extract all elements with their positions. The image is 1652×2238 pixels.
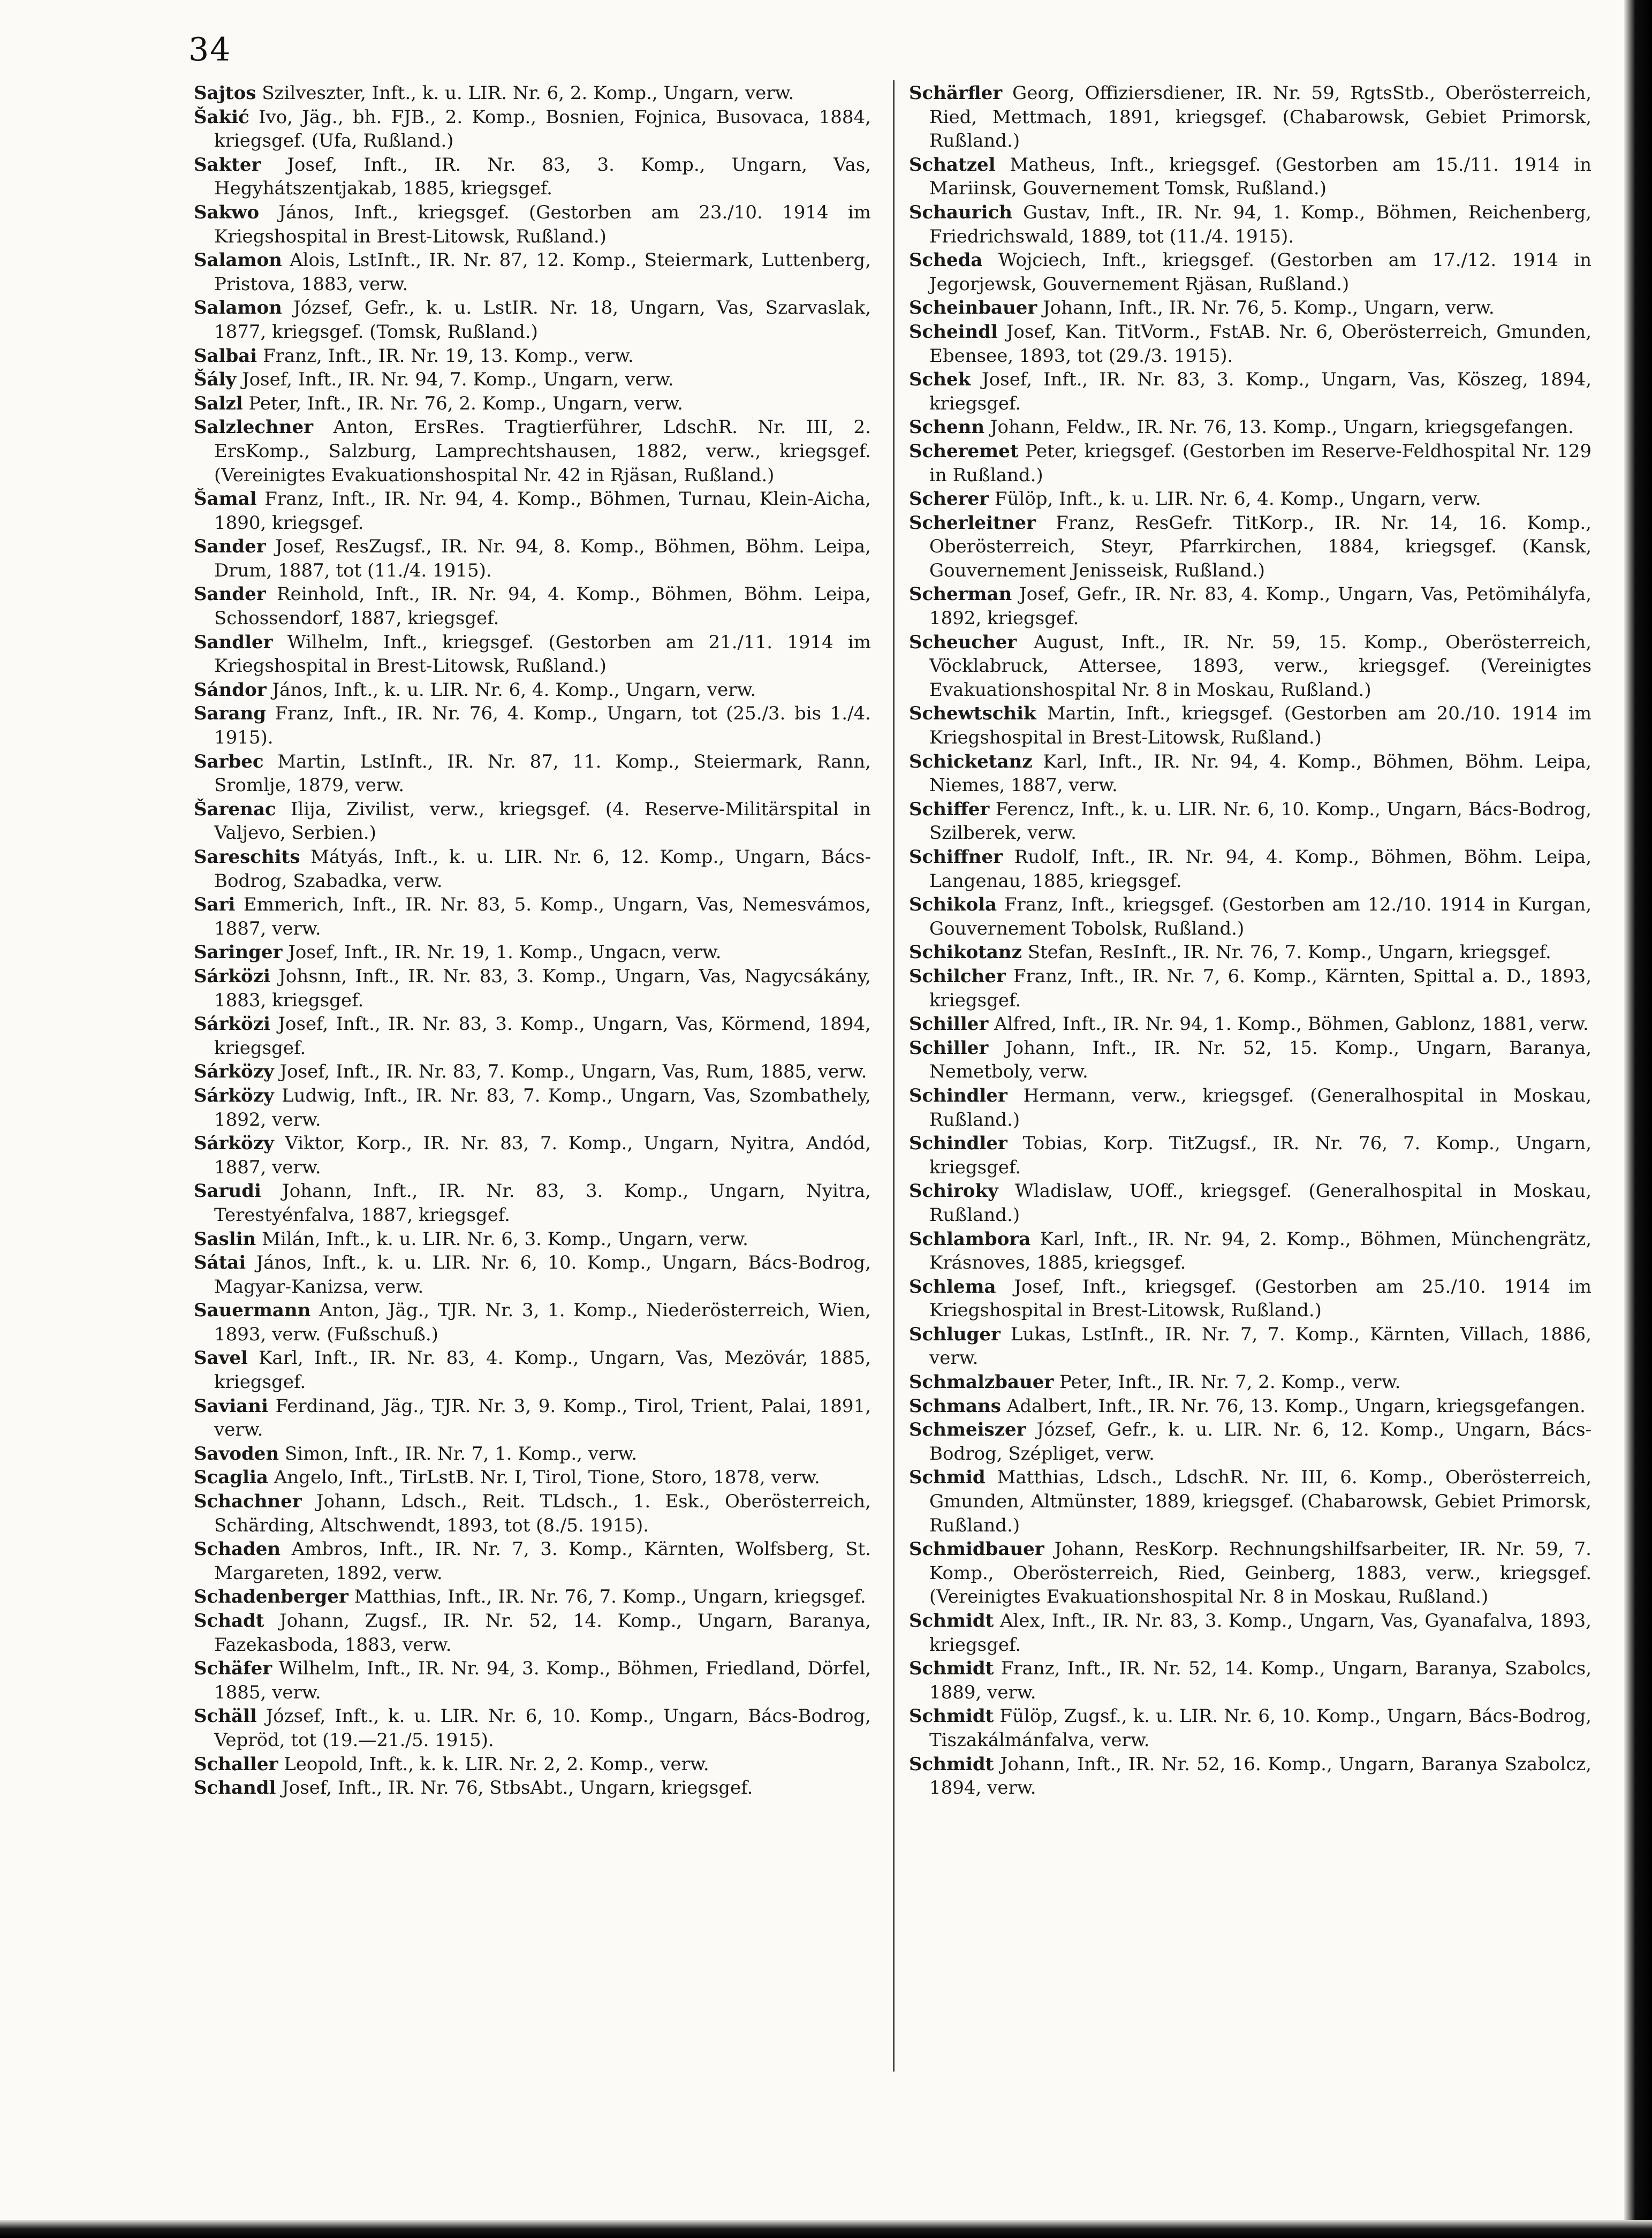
entry-details: Matthias, Inft., IR. Nr. 76, 7. Komp., Ungarn, kriegsgef.: [354, 1586, 866, 1608]
list-entry: [194, 1012, 871, 1060]
entry-details: Martin, Inft., kriegsgef. (Gestorben am 20./10. 1914 im Kriegshospital in Brest-Litowsk, Rußland.): [929, 703, 1592, 749]
entry-surname: Schikola: [909, 894, 997, 916]
entry-details: Georg, Offiziersdiener, IR. Nr. 59, RgtsStb., Oberösterreich, Ried, Mettmach, 1891, kriegsgef. (Chabarowsk, Gebiet Primorsk, Rußland.): [929, 82, 1592, 152]
list-entry: [909, 248, 1592, 296]
list-entry: [194, 105, 871, 153]
entry-details: Johann, Zugsf., IR. Nr. 52, 14. Komp., Ungarn, Baranya, Fazekasboda, 1883, verw.: [214, 1610, 871, 1656]
list-entry: [909, 1132, 1592, 1179]
entry-surname: Schicketanz: [909, 750, 1033, 772]
entry-surname: Sajtos: [194, 82, 256, 104]
entry-details: Franz, Inft., IR. Nr. 94, 4. Komp., Böhmen, Turnau, Klein-Aicha, 1890, kriegsgef.: [214, 488, 871, 534]
entry-details: Adalbert, Inft., IR. Nr. 76, 13. Komp., Ungarn, kriegsgefangen.: [1006, 1395, 1586, 1417]
list-entry: [909, 487, 1592, 511]
entry-details: Rudolf, Inft., IR. Nr. 94, 4. Komp., Böhmen, Böhm. Leipa, Langenau, 1885, kriegsgef.: [929, 846, 1592, 892]
entry-details: Josef, Inft., IR. Nr. 83, 3. Komp., Ungarn, Vas, Körmend, 1894, kriegsgef.: [214, 1013, 871, 1059]
list-entry: [909, 511, 1592, 583]
entry-details: Wojciech, Inft., kriegsgef. (Gestorben am 17./12. 1914 in Jegorjewsk, Gouvernement Rjäsan, Rußland.): [929, 249, 1592, 295]
list-entry: [194, 1251, 871, 1299]
entry-surname: Scheindl: [909, 321, 998, 343]
entry-surname: Salamon: [194, 297, 282, 319]
entry-surname: Sárközi: [194, 965, 270, 987]
entry-details: József, Gefr., k. u. LIR. Nr. 6, 12. Komp., Ungarn, Bács-Bodrog, Szépliget, verw.: [929, 1419, 1592, 1465]
entry-surname: Savel: [194, 1347, 248, 1369]
page-edge-bottom: [0, 2220, 1652, 2238]
entry-details: Josef, Inft., IR. Nr. 76, StbsAbt., Ungarn, kriegsgef.: [282, 1777, 753, 1799]
entry-details: Franz, ResGefr. TitKorp., IR. Nr. 14, 16. Komp., Oberösterreich, Steyr, Pfarrkirchen, 1884, kriegsgef. (Kansk, Gouvernement Jenisseisk, Rußland.): [929, 512, 1592, 581]
entry-details: Matheus, Inft., kriegsgef. (Gestorben am 15./11. 1914 in Mariinsk, Gouvernement Tomsk, Rußland.): [929, 154, 1592, 200]
entry-details: Lukas, LstInft., IR. Nr. 7, 7. Komp., Kärnten, Villach, 1886, verw.: [929, 1323, 1592, 1369]
entry-details: Johann, ResKorp. Rechnungshilfsarbeiter, IR. Nr. 59, 7. Komp., Oberösterreich, Ried, Geinberg, 1883, verw., kriegsgef. (Vereinigtes Evakuationshospital Nr. 8 in Moskau, Rußland.): [929, 1538, 1592, 1608]
list-entry: [194, 1132, 871, 1179]
entry-surname: Schaller: [194, 1753, 278, 1775]
list-entry: [194, 153, 871, 201]
list-entry: [909, 1609, 1592, 1657]
entry-details: Anton, ErsRes. Tragtierführer, LdschR. Nr. III, 2. ErsKomp., Salzburg, Lamprechtshausen, 1882, verw., kriegsgef. (Vereinigtes Evakuationshospital Nr. 42 in Rjäsan, Rußland.): [214, 416, 871, 486]
entry-details: Matthias, Ldsch., LdschR. Nr. III, 6. Komp., Oberösterreich, Gmunden, Altmünster, 1889, kriegsgef. (Chabarowsk, Gebiet Primorsk, Rußland.): [929, 1467, 1592, 1536]
entry-surname: Schmidt: [909, 1658, 994, 1680]
entry-details: Josef, Inft., IR. Nr. 83, 3. Komp., Ungarn, Vas, Köszeg, 1894, kriegsgef.: [929, 369, 1592, 414]
entry-details: Franz, Inft., IR. Nr. 7, 6. Komp., Kärnten, Spittal a. D., 1893, kriegsgef.: [929, 965, 1592, 1011]
entry-details: Josef, Kan. TitVorm., FstAB. Nr. 6, Oberösterreich, Gmunden, Ebensee, 1893, tot (29./3. 1915).: [929, 321, 1592, 367]
entry-surname: Schilcher: [909, 965, 1006, 987]
entry-surname: Sarang: [194, 703, 267, 725]
entry-surname: Salzl: [194, 392, 243, 414]
entry-surname: Schlema: [909, 1276, 996, 1298]
list-entry: [194, 798, 871, 845]
entry-surname: Šarenac: [194, 798, 276, 820]
entry-surname: Schandl: [194, 1777, 276, 1799]
list-entry: [909, 81, 1592, 153]
entry-details: Ferdinand, Jäg., TJR. Nr. 3, 9. Komp., Tirol, Trient, Palai, 1891, verw.: [214, 1395, 871, 1441]
entry-surname: Schmidt: [909, 1753, 994, 1775]
entry-details: Johann, Ldsch., Reit. TLdsch., 1. Esk., Oberösterreich, Schärding, Altschwendt, 1893, tot (8./5. 1915).: [214, 1491, 871, 1536]
entry-surname: Savoden: [194, 1443, 279, 1465]
column-divider: [893, 80, 895, 2072]
entry-surname: Scheinbauer: [909, 297, 1037, 319]
list-entry: [909, 750, 1592, 798]
list-entry: [194, 1776, 871, 1800]
entry-surname: Scherman: [909, 583, 1012, 605]
entry-details: Johsnn, Inft., IR. Nr. 83, 3. Komp., Ungarn, Vas, Nagycsákány, 1883, kriegsgef.: [214, 965, 871, 1011]
entry-surname: Šamal: [194, 488, 257, 510]
entry-details: Josef, Gefr., IR. Nr. 83, 4. Komp., Ungarn, Vas, Petömihályfa, 1892, kriegsgef.: [929, 583, 1592, 629]
entry-details: Szilveszter, Inft., k. u. LIR. Nr. 6, 2. Komp., Ungarn, verw.: [262, 82, 794, 104]
entry-details: Josef, Inft., kriegsgef. (Gestorben am 25./10. 1914 im Kriegshospital in Brest-Litowsk, Rußland.): [929, 1276, 1592, 1322]
entry-surname: Schewtschik: [909, 703, 1036, 725]
entry-surname: Schlambora: [909, 1228, 1031, 1250]
entry-details: Milán, Inft., k. u. LIR. Nr. 6, 3. Komp., Ungarn, verw.: [262, 1228, 748, 1250]
list-entry: [194, 487, 871, 535]
list-entry: [194, 1466, 871, 1490]
entry-surname: Saslin: [194, 1228, 256, 1250]
list-entry: [909, 415, 1592, 439]
entry-details: Peter, Inft., IR. Nr. 76, 2. Komp., Ungarn, verw.: [248, 392, 683, 414]
entry-surname: Saringer: [194, 942, 283, 964]
list-entry: [194, 1299, 871, 1346]
entry-surname: Schiroky: [909, 1180, 998, 1202]
entry-surname: Schaden: [194, 1538, 281, 1560]
entry-surname: Sátai: [194, 1252, 246, 1274]
entry-surname: Schindler: [909, 1133, 1007, 1155]
entry-details: Ferencz, Inft., k. u. LIR. Nr. 6, 10. Komp., Ungarn, Bács-Bodrog, Szilberek, verw.: [929, 798, 1592, 844]
entry-surname: Schiffner: [909, 846, 1003, 868]
entry-details: Alois, LstInft., IR. Nr. 87, 12. Komp., Steiermark, Luttenberg, Pristova, 1883, verw.: [214, 249, 871, 295]
entry-surname: Schadt: [194, 1610, 264, 1632]
entry-surname: Sarudi: [194, 1180, 261, 1202]
list-entry: [909, 582, 1592, 630]
entry-details: Tobias, Korp. TitZugsf., IR. Nr. 76, 7. Komp., Ungarn, kriegsgef.: [929, 1133, 1592, 1178]
list-entry: [194, 1753, 871, 1777]
entry-details: Leopold, Inft., k. k. LIR. Nr. 2, 2. Komp., verw.: [284, 1753, 709, 1775]
list-entry: [194, 1346, 871, 1394]
entry-details: Johann, Inft., IR. Nr. 52, 15. Komp., Ungarn, Baranya, Nemetboly, verw.: [929, 1037, 1592, 1083]
entry-surname: Scaglia: [194, 1467, 268, 1489]
entry-details: Karl, Inft., IR. Nr. 94, 2. Komp., Böhmen, Münchengrätz, Krásnoves, 1885, kriegsgef.: [929, 1228, 1592, 1274]
list-entry: [194, 1490, 871, 1537]
entry-details: Gustav, Inft., IR. Nr. 94, 1. Komp., Böhmen, Reichenberg, Friedrichswald, 1889, tot (11./4. 1915).: [929, 201, 1592, 247]
entry-details: Josef, Inft., IR. Nr. 83, 3. Komp., Ungarn, Vas, Hegyhátszentjakab, 1885, kriegsgef.: [214, 154, 871, 200]
entry-surname: Scherer: [909, 488, 989, 510]
list-entry: [194, 1084, 871, 1132]
entry-surname: Salamon: [194, 249, 282, 271]
list-entry: [909, 845, 1592, 893]
entry-surname: Sauermann: [194, 1300, 311, 1322]
entry-details: János, Inft., kriegsgef. (Gestorben am 23./10. 1914 im Kriegshospital in Brest-Litowsk, Rußland.): [214, 201, 871, 247]
list-entry: [194, 702, 871, 749]
list-entry: [909, 1084, 1592, 1132]
list-entry: [909, 296, 1592, 320]
list-entry: [194, 940, 871, 965]
entry-details: Mátyás, Inft., k. u. LIR. Nr. 6, 12. Komp., Ungarn, Bács-Bodrog, Szabadka, verw.: [214, 846, 871, 892]
entry-details: Johann, Inft., IR. Nr. 76, 5. Komp., Ungarn, verw.: [1043, 297, 1495, 319]
list-entry: [194, 1227, 871, 1251]
entry-details: Josef, Inft., IR. Nr. 83, 7. Komp., Ungarn, Vas, Rum, 1885, verw.: [279, 1061, 867, 1083]
list-entry: [909, 1466, 1592, 1537]
list-entry: [909, 940, 1592, 965]
list-entry: [194, 1657, 871, 1704]
entry-details: Hermann, verw., kriegsgef. (Generalhospital in Moskau, Rußland.): [929, 1084, 1592, 1131]
entry-surname: Sakwo: [194, 201, 260, 223]
entry-details: Johann, Feldw., IR. Nr. 76, 13. Komp., Ungarn, kriegsgefangen.: [990, 416, 1574, 438]
entry-surname: Sárközy: [194, 1133, 274, 1155]
entry-surname: Schachner: [194, 1491, 302, 1513]
entry-details: Peter, kriegsgef. (Gestorben im Reserve-Feldhospital Nr. 129 in Rußland.): [929, 440, 1592, 486]
entry-surname: Schmidt: [909, 1610, 994, 1632]
entry-surname: Schiffer: [909, 798, 990, 820]
list-entry: [194, 1394, 871, 1442]
entry-details: János, Inft., k. u. LIR. Nr. 6, 10. Komp., Ungarn, Bács-Bodrog, Magyar-Kanizsa, verw.: [214, 1252, 871, 1298]
entry-details: József, Gefr., k. u. LstIR. Nr. 18, Ungarn, Vas, Szarvaslak, 1877, kriegsgef. (Tomsk, Rußland.): [214, 297, 871, 343]
list-entry: [909, 1418, 1592, 1466]
list-entry: [909, 631, 1592, 702]
entry-details: Ambros, Inft., IR. Nr. 7, 3. Komp., Kärnten, Wolfsberg, St. Margareten, 1892, verw.: [214, 1538, 871, 1584]
list-entry: [194, 750, 871, 798]
list-entry: [194, 368, 871, 392]
entry-surname: Schmid: [909, 1467, 986, 1489]
entry-details: Angelo, Inft., TirLstB. Nr. I, Tirol, Tione, Storo, 1878, verw.: [274, 1467, 820, 1489]
entry-surname: Schindler: [909, 1084, 1007, 1106]
list-entry: [194, 678, 871, 702]
list-entry: [909, 1753, 1592, 1800]
list-entry: [909, 1537, 1592, 1609]
list-entry: [194, 582, 871, 630]
entry-surname: Schmeiszer: [909, 1419, 1026, 1441]
entry-surname: Schatzel: [909, 154, 996, 176]
list-entry: [194, 1179, 871, 1227]
list-entry: [909, 439, 1592, 487]
list-entry: [194, 415, 871, 487]
entry-surname: Scheremet: [909, 440, 1019, 462]
list-entry: [194, 248, 871, 296]
entry-surname: Sander: [194, 536, 266, 558]
entry-surname: Salbai: [194, 345, 257, 367]
entry-surname: Scheucher: [909, 631, 1017, 653]
entry-details: Franz, Inft., kriegsgef. (Gestorben am 12./10. 1914 in Kurgan, Gouvernement Tobolsk, Rußland.): [929, 894, 1592, 939]
list-entry: [194, 1442, 871, 1466]
list-entry: [909, 702, 1592, 749]
entry-details: Anton, Jäg., TJR. Nr. 3, 1. Komp., Niederösterreich, Wien, 1893, verw. (Fußschuß.): [214, 1300, 871, 1345]
entry-details: Franz, Inft., IR. Nr. 19, 13. Komp., verw.: [263, 345, 634, 367]
entry-surname: Sárközy: [194, 1084, 274, 1106]
entry-details: Fülöp, Zugsf., k. u. LIR. Nr. 6, 10. Komp., Ungarn, Bács-Bodrog, Tiszakálmánfalva, verw.: [929, 1705, 1592, 1751]
entry-surname: Schmans: [909, 1395, 1001, 1417]
entry-details: Ludwig, Inft., IR. Nr. 83, 7. Komp., Ungarn, Vas, Szombathely, 1892, verw.: [214, 1084, 871, 1131]
entry-surname: Schikotanz: [909, 942, 1022, 964]
entry-details: Simon, Inft., IR. Nr. 7, 1. Komp., verw.: [284, 1443, 638, 1465]
entry-surname: Schmalzbauer: [909, 1371, 1054, 1393]
list-entry: [909, 1275, 1592, 1323]
list-entry: [909, 798, 1592, 845]
list-entry: [909, 320, 1592, 368]
entry-surname: Sakter: [194, 154, 261, 176]
entry-details: Wilhelm, Inft., IR. Nr. 94, 3. Komp., Böhmen, Friedland, Dörfel, 1885, verw.: [214, 1658, 871, 1703]
list-entry: [909, 1036, 1592, 1084]
entry-details: Alfred, Inft., IR. Nr. 94, 1. Komp., Böhmen, Gablonz, 1881, verw.: [994, 1013, 1589, 1035]
entry-details: Karl, Inft., IR. Nr. 94, 4. Komp., Böhmen, Böhm. Leipa, Niemes, 1887, verw.: [929, 750, 1592, 796]
right-column: [909, 81, 1592, 2110]
entry-details: Wilhelm, Inft., kriegsgef. (Gestorben am 21./11. 1914 im Kriegshospital in Brest-Litowsk, Rußland.): [214, 631, 871, 677]
list-entry: [194, 1609, 871, 1657]
entry-surname: Šakić: [194, 106, 249, 128]
entry-details: Josef, ResZugsf., IR. Nr. 94, 8. Komp., Böhmen, Böhm. Leipa, Drum, 1887, tot (11./4. 1915).: [214, 536, 871, 581]
list-entry: [194, 81, 871, 105]
list-entry: [194, 965, 871, 1012]
left-column: [194, 81, 871, 2110]
entry-details: August, Inft., IR. Nr. 59, 15. Komp., Oberösterreich, Vöcklabruck, Attersee, 1893, verw., kriegsgef. (Vereinigtes Evakuationshospital Nr. 8 in Moskau, Rußland.): [929, 631, 1592, 701]
entry-surname: Schäll: [194, 1705, 257, 1727]
entry-surname: Schmidbauer: [909, 1538, 1044, 1560]
entry-details: Ilija, Zivilist, verw., kriegsgef. (4. Reserve-Militärspital in Valjevo, Serbien.): [214, 798, 871, 844]
entry-surname: Sari: [194, 894, 236, 916]
entry-surname: Schenn: [909, 416, 985, 438]
list-entry: [194, 296, 871, 344]
list-entry: [909, 893, 1592, 940]
list-entry: [909, 1227, 1592, 1275]
entry-surname: Sandler: [194, 631, 273, 653]
list-entry: [909, 1012, 1592, 1036]
list-entry: [194, 1704, 871, 1752]
list-entry: [909, 1704, 1592, 1752]
list-entry: [194, 392, 871, 416]
entry-surname: Sander: [194, 583, 266, 605]
entry-surname: Sárközi: [194, 1013, 270, 1035]
entry-surname: Scherleitner: [909, 512, 1036, 534]
list-entry: [194, 845, 871, 893]
list-entry: [909, 153, 1592, 201]
entry-details: Johann, Inft., IR. Nr. 83, 3. Komp., Ungarn, Nyitra, Terestyénfalva, 1887, kriegsgef.: [214, 1180, 871, 1226]
entry-surname: Schiller: [909, 1037, 989, 1059]
list-entry: [909, 368, 1592, 415]
entry-details: Franz, Inft., IR. Nr. 52, 14. Komp., Ungarn, Baranya, Szabolcs, 1889, verw.: [929, 1658, 1592, 1703]
list-entry: [909, 1370, 1592, 1394]
entry-surname: Schek: [909, 369, 971, 391]
list-entry: [909, 1179, 1592, 1227]
entry-surname: Schmidt: [909, 1705, 994, 1727]
list-entry: [194, 893, 871, 940]
page-edge-right: [1624, 0, 1652, 2238]
list-entry: [909, 1323, 1592, 1370]
entry-details: Wladislaw, UOff., kriegsgef. (Generalhospital in Moskau, Rußland.): [929, 1180, 1592, 1226]
entry-surname: Šály: [194, 369, 237, 391]
entry-details: János, Inft., k. u. LIR. Nr. 6, 4. Komp., Ungarn, verw.: [272, 679, 756, 701]
list-entry: [194, 1060, 871, 1084]
entry-surname: Saviani: [194, 1395, 268, 1417]
entry-details: Peter, Inft., IR. Nr. 7, 2. Komp., verw.: [1059, 1371, 1401, 1393]
entry-details: Johann, Inft., IR. Nr. 52, 16. Komp., Ungarn, Baranya Szabolcz, 1894, verw.: [929, 1753, 1592, 1799]
list-entry: [909, 1394, 1592, 1418]
entry-details: Alex, Inft., IR. Nr. 83, 3. Komp., Ungarn, Vas, Gyanafalva, 1893, kriegsgef.: [929, 1610, 1592, 1656]
entry-surname: Sárközy: [194, 1061, 274, 1083]
list-entry: [909, 201, 1592, 248]
list-entry: [909, 1657, 1592, 1704]
entry-details: Josef, Inft., IR. Nr. 94, 7. Komp., Ungarn, verw.: [242, 369, 674, 391]
list-entry: [194, 344, 871, 368]
list-entry: [194, 1537, 871, 1585]
entry-details: József, Inft., k. u. LIR. Nr. 6, 10. Komp., Ungarn, Bács-Bodrog, Vepröd, tot (19.—21./5. 1915).: [214, 1705, 871, 1751]
entry-surname: Schluger: [909, 1323, 1001, 1345]
list-entry: [194, 535, 871, 582]
entry-details: Viktor, Korp., IR. Nr. 83, 7. Komp., Ungarn, Nyitra, Andód, 1887, verw.: [214, 1133, 871, 1178]
list-entry: [909, 965, 1592, 1012]
entry-surname: Schäfer: [194, 1658, 272, 1680]
entry-details: Stefan, ResInft., IR. Nr. 76, 7. Komp., Ungarn, kriegsgef.: [1027, 942, 1551, 964]
entry-surname: Sareschits: [194, 846, 300, 868]
entry-surname: Schärfler: [909, 82, 1003, 104]
entry-details: Fülöp, Inft., k. u. LIR. Nr. 6, 4. Komp., Ungarn, verw.: [994, 488, 1481, 510]
entry-surname: Sarbec: [194, 750, 264, 772]
entry-surname: Schaurich: [909, 201, 1012, 223]
entry-details: Karl, Inft., IR. Nr. 83, 4. Komp., Ungarn, Vas, Mezövár, 1885, kriegsgef.: [214, 1347, 871, 1393]
entry-details: Emmerich, Inft., IR. Nr. 83, 5. Komp., Ungarn, Vas, Nemesvámos, 1887, verw.: [214, 894, 871, 939]
entry-details: Reinhold, Inft., IR. Nr. 94, 4. Komp., Böhmen, Böhm. Leipa, Schossendorf, 1887, kriegsgef.: [214, 583, 871, 629]
list-entry: [194, 631, 871, 678]
entry-details: Franz, Inft., IR. Nr. 76, 4. Komp., Ungarn, tot (25./3. bis 1./4. 1915).: [214, 703, 871, 749]
list-entry: [194, 201, 871, 248]
page-number: 34: [188, 31, 232, 69]
entry-surname: Schadenberger: [194, 1586, 348, 1608]
entry-surname: Schiller: [909, 1013, 989, 1035]
list-entry: [194, 1585, 871, 1609]
entry-details: Ivo, Jäg., bh. FJB., 2. Komp., Bosnien, Fojnica, Busovaca, 1884, kriegsgef. (Ufa, Rußland.): [214, 106, 871, 152]
entry-details: Martin, LstInft., IR. Nr. 87, 11. Komp., Steiermark, Rann, Sromlje, 1879, verw.: [214, 750, 871, 796]
entry-details: Josef, Inft., IR. Nr. 19, 1. Komp., Ungacn, verw.: [288, 942, 722, 964]
entry-surname: Sándor: [194, 679, 267, 701]
entry-surname: Salzlechner: [194, 416, 314, 438]
entry-surname: Scheda: [909, 249, 983, 271]
